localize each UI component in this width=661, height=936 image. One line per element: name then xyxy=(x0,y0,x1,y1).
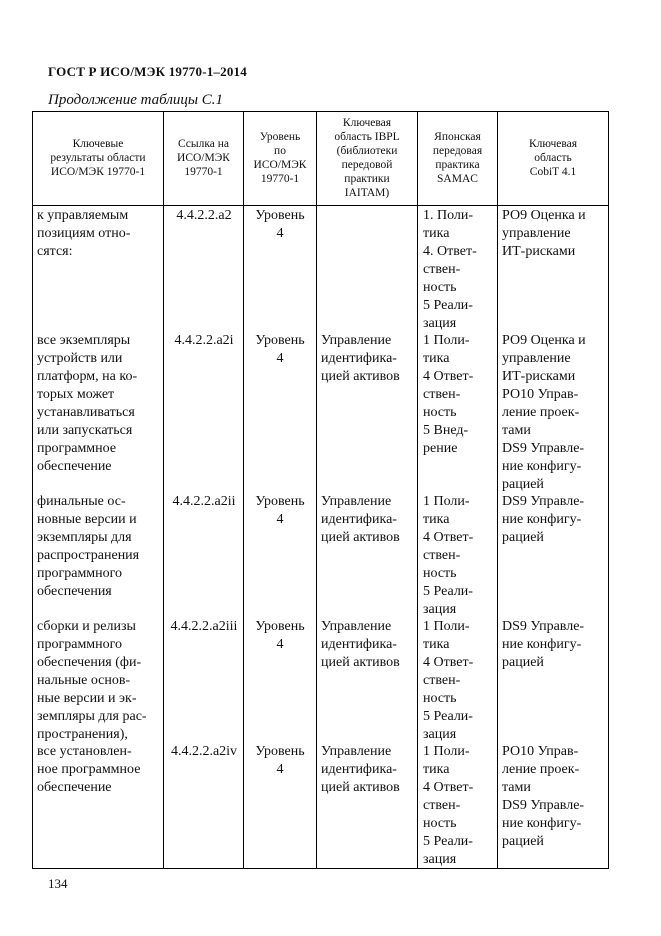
column-header-ibpl-label: Ключевая область IBPL (библиотеки передовой практики IAITAM) xyxy=(334,117,400,199)
cell-result: финальные ос- новные версии и экземпляры для распространения программного обеспечения xyxy=(37,494,140,599)
column-header-samac-label: Японская передовая практика SAMAC xyxy=(432,131,483,185)
cell-result: к управляемым позициям отно- сятся: xyxy=(37,208,131,259)
cell-cobit: DS9 Управле- ние конфигу- рацией xyxy=(502,494,585,545)
cell-cobit: РО9 Оценка и управление ИТ-рисками xyxy=(502,208,586,259)
cell-level: Уровень 4 xyxy=(255,494,305,527)
document-header: ГОСТ Р ИСО/МЭК 19770-1–2014 xyxy=(48,64,247,79)
column-header-results xyxy=(33,111,163,205)
column-header-level-label: Уровень по ИСО/МЭК 19770-1 xyxy=(253,131,307,185)
header-bottom-border xyxy=(32,205,609,206)
cell-reference: 4.4.2.2.a2iv xyxy=(170,744,238,759)
column-border xyxy=(32,111,33,869)
column-border xyxy=(316,111,317,869)
column-border xyxy=(163,111,164,869)
table-bottom-border xyxy=(32,868,609,869)
column-header-ibpl xyxy=(317,111,417,205)
column-header-reference xyxy=(164,111,243,205)
column-header-results-label: Ключевые результаты области ИСО/МЭК 19770-1 xyxy=(50,138,146,178)
table xyxy=(32,111,609,869)
cell-reference: 4.4.2.2.a2i xyxy=(174,333,234,348)
column-header-cobit xyxy=(498,111,608,205)
cell-level: Уровень 4 xyxy=(255,744,305,777)
column-header-samac xyxy=(418,111,497,205)
cell-samac: 1 Поли- тика 4 Ответ- ствен- ность 5 Внед- рение xyxy=(423,333,474,456)
cell-reference: 4.4.2.2.a2 xyxy=(176,208,232,223)
table-caption: Продолжение таблицы С.1 xyxy=(48,92,224,108)
cell-reference: 4.4.2.2.a2ii xyxy=(172,494,236,509)
cell-result: сборки и релизы программного обеспечения (фи- нальные основ- ные версии и эк- земпляры для рас- пространения), xyxy=(37,619,147,742)
column-header-cobit-label: Ключевая область CobiT 4.1 xyxy=(528,138,578,178)
column-border xyxy=(497,111,498,869)
cell-samac: 1 Поли- тика 4 Ответ- ствен- ность 5 Реали- зация xyxy=(423,494,474,617)
cell-ibpl: Управление идентифика- цией активов xyxy=(321,619,400,670)
column-border xyxy=(417,111,418,869)
cell-cobit: РО10 Управ- ление проек- тами DS9 Управле- ние конфигу- рацией xyxy=(502,744,585,849)
column-header-reference-label: Ссылка на ИСО/МЭК 19770-1 xyxy=(177,138,230,178)
cell-ibpl: Управление идентифика- цией активов xyxy=(321,494,400,545)
column-border xyxy=(608,111,609,869)
cell-reference: 4.4.2.2.a2iii xyxy=(170,619,238,634)
column-header-level xyxy=(244,111,316,205)
cell-ibpl: Управление идентифика- цией активов xyxy=(321,744,400,795)
page-number: 134 xyxy=(48,876,68,891)
cell-result: все экземпляры устройств или платформ, на ко- торых может устанавливаться или запускаться программное обеспечение xyxy=(37,333,138,474)
cell-cobit: DS9 Управле- ние конфигу- рацией xyxy=(502,619,585,670)
cell-level: Уровень 4 xyxy=(255,333,305,366)
cell-level: Уровень 4 xyxy=(255,208,305,241)
cell-samac: 1 Поли- тика 4 Ответ- ствен- ность 5 Реали- зация xyxy=(423,744,474,867)
cell-level: Уровень 4 xyxy=(255,619,305,652)
cell-result: все установлен- ное программное обеспечение xyxy=(37,744,141,795)
cell-samac: 1. Поли- тика 4. Ответ- ствен- ность 5 Реали- зация xyxy=(423,208,477,331)
cell-ibpl: Управление идентифика- цией активов xyxy=(321,333,400,384)
cell-cobit: РО9 Оценка и управление ИТ-рисками РО10 Управ- ление проек- тами DS9 Управле- ние конфигу- рацией xyxy=(502,333,586,492)
cell-samac: 1 Поли- тика 4 Ответ- ствен- ность 5 Реали- зация xyxy=(423,619,474,742)
